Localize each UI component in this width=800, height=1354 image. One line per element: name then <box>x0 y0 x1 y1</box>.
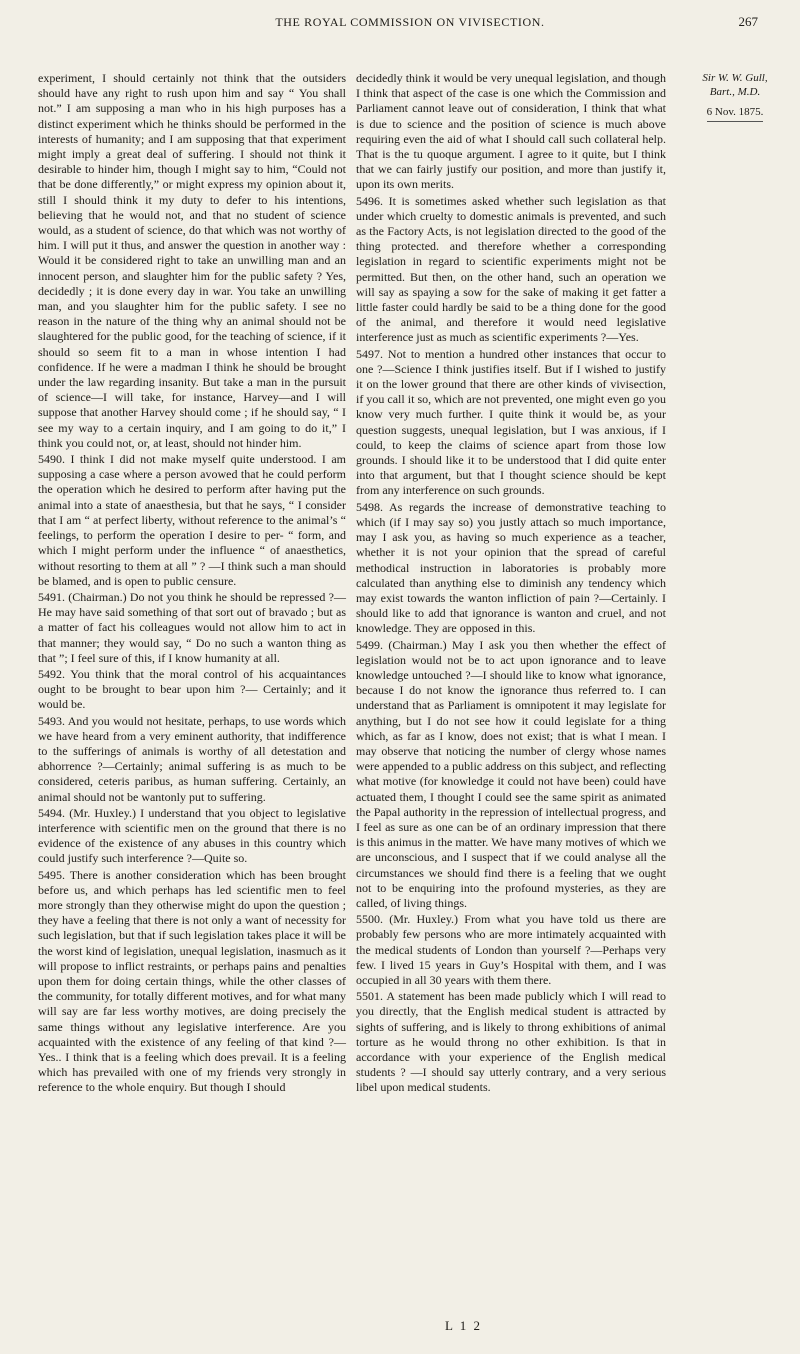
paragraph: experiment, I should certainly not think that the outsiders should have any right to rush upon him and say “ You shall not.” I am supposing a man who in his high purposes has a distinct experiment which he thinks should be performed in the interests of humanity; and I am supposing that that experiment might imply a great deal of suffering. I should not think it desirable to hinder him, though I might say to him, “Could not that be done differently,” or might express my opinion about it, still I should think it my duty to defer to his intentions, believing that he would not, and that no student of science would, as a student of science, do that which was not worthy of him. I will put it thus, and answer the question in another way : Would it be considered right to take an unwilling man and an innocent person, and slaughter him for the public safety ? Yes, decidedly ; it is done every day in war. You take an unwilling man, and you slaughter him for the public safety. I see no reason in the nature of the thing why an animal should not be slaughtered for the public good, for the teaching of science, if it should so seem fit to a man in whose intention I had confidence. If he were a madman I think he should be brought under the law regarding insanity. But take a man in the pursuit of science—I will take, for instance, Harvey—and I will suppose that another Harvey should come ; if he should say, “ I see my way to a certain inquiry, and I am going to do it,” I think you could not, or, at least, should not hinder him. <box>38 71 346 450</box>
margin-witness: Sir W. W. Gull, Bart., M.D. <box>702 72 768 98</box>
margin-date: 6 Nov. 1875. <box>707 105 764 122</box>
right-column <box>356 71 666 1097</box>
paragraph: 5498. As regards the increase of demonstrative teaching to which (if I may say so) you justly attach so much importance, may I ask you, as having so much experience as a teacher, whether it is not your opinion that the spread of careful methodical instruction in laboratories is probably more calculated than anything else to diminish any tendency which may exist towards the wanton infliction of pain ?—Certainly. I should like to add that ignorance is wanton and cruel, and not knowledge. They are opposed in this. <box>356 499 666 636</box>
paragraph: 5490. I think I did not make myself quite understood. I am supposing a case where a person avowed that he could perform the operation which he desired to perform after having put the animal into a state of anaesthesia, but that he says, “ I consider that I am “ at perfect liberty, without reference to the animal’s “ feelings, to perform the operation I desire to per- “ form, and which I might perform under the influence “ of anaesthetics, without resorting to them at all ” ? —I think such a man should be blamed, and is open to public censure. <box>38 452 346 588</box>
paragraph: 5500. (Mr. Huxley.) From what you have told us there are probably few persons who are more intimately acquainted with the medical students of London than yourself ?—Perhaps very few. I lived 15 years in Guy’s Hospital with them, and I was occupied in all 30 years with them there. <box>356 912 666 987</box>
paragraph: 5495. There is another consideration which has been brought before us, and which perhaps has led scientific men to feel more strongly than they otherwise might do upon the question ; they have a feeling that there is not only a want of necessity for such legislation, but that if such legislation takes place it will be the worst kind of legislation, unequal legislation, inasmuch as it will propose to inflict restraints, or perhaps pains and penalties upon them for doing certain things, while the other classes of the community, for totally different motives, and for what many will say are far less worthy motives, are doing precisely the same things without any legislative interference. Are you acquainted with the existence of any feeling of that kind ?—Yes.. I think that is a feeling which does prevail. It is a feeling which has prevailed with one of my friends very strongly in reference to the whole enquiry. But though I should <box>38 867 346 1095</box>
running-title: THE ROYAL COMMISSION ON VIVISECTION. <box>275 15 545 29</box>
paragraph: 5493. And you would not hesitate, perhaps, to use words which we have heard from a very eminent authority, that indifference to the sufferings of animals is worthy of all detestation and abhorrence ?—Certainly; animal suffering is as much to be considered, ceteris paribus, as human suffering. Certainly, an animal should not be wantonly put to suffering. <box>38 713 346 804</box>
margin-note <box>690 71 780 122</box>
paragraph: 5491. (Chairman.) Do not you think he should be repressed ?—He may have said something of that sort out of bravado ; but as a matter of fact his colleagues would not allow him to act in that manner; they would say, “ Do no such a wanton thing as that ”; I feel sure of this, if I know humanity at all. <box>38 589 346 665</box>
left-column <box>38 71 346 1097</box>
paragraph: 5492. You think that the moral control of his acquaintances ought to be brought to bear upon him ?— Certainly; and it would be. <box>38 666 346 712</box>
page-number: 267 <box>738 14 758 29</box>
paragraph: 5497. Not to mention a hundred other instances that occur to one ?—Science I think justifies itself. But if I wished to justify it on the lower ground that there are other kinds of vivisection, if you call it so, which are not prevented, one might even go you know very much further. I quite think it would be, as your question suggests, unequal legislation, but I was anxious, if I could, to keep the claims of science apart from those low grounds. I should like it to be understood that I did quite enter into that argument, but that I thought science should be kept from any interference on such grounds. <box>356 346 666 498</box>
paragraph: decidedly think it would be very unequal legislation, and though I think that aspect of the case is one which the Commission and Parliament cannot leave out of consideration, I think that what is due to science and the position of science is much above requiring even the aid of what I should call such collateral help. That is the tu quoque argument. I agree to it quite, but I think that we can fairly justify our position, and more than justify it, upon its own merits. <box>356 71 666 192</box>
paragraph: 5496. It is sometimes asked whether such legislation as that under which cruelty to domestic animals is prevented, and such as the Factory Acts, is not legislation directed to the good of the thing protected. and therefore whether a corresponding legislation in regard to scientific experiments might not be permitted. But then, on the other hand, such an operation we will say as spaying a sow for the sake of making it get fatter a little faster could hardly be said to be a thing done for the good of the animal, and therefore it would need legislative interference just as much as scientific experiments ?—Yes. <box>356 193 666 345</box>
paragraph: 5494. (Mr. Huxley.) I understand that you object to legislative interference with scientific men on the ground that there is no evidence of the existence of any abuses in this country which could justify such interference ?—Quite so. <box>38 805 346 866</box>
signature-mark: L 1 2 <box>445 1318 482 1333</box>
paragraph: 5501. A statement has been made publicly which I will read to you directly, that the English medical student is attracted by sights of suffering, and is likely to throng exhibitions of animal torture as he would throng no other exhibition. Is that in accordance with your experience of the English medical students ? —I should say utterly contrary, and a very serious libel upon medical students. <box>356 989 666 1095</box>
paragraph: 5499. (Chairman.) May I ask you then whether the effect of legislation would not be to act upon ignorance and to leave knowledge untouched ?—I should like to know what ignorance, because I do not know the ignorance thus referred to. I can understand that as Parliament is omnipotent it may legislate for anything, but I do not see how it could legislate for a thing which, as far as I know, does not exist; that is what I mean. I may observe that noticing the number of clergy whose names were appended to a public address on this subject, and reflecting what motive (for knowledge it could not have been) could have actuated them, I thought I could see the same spirit as animated the Papal authority in the repression of intellectual progress, and I feel as sure as one can be of an ordinary impression that there is this animus in the matter. We have many motives of which we are unconscious, and I suspect that if we could analyse all the circumstances we should find there is a feeling that we ought not to be enquiring into the profound mysteries, as they are called, of living things. <box>356 637 666 910</box>
